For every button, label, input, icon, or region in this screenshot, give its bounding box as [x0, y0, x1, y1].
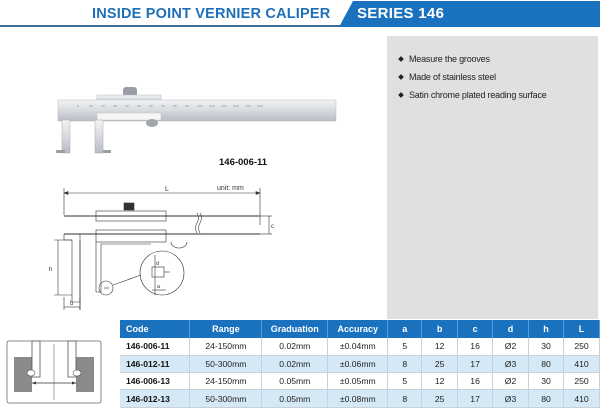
- svg-text:L: L: [165, 186, 169, 193]
- cell-code: 146-006-11: [120, 338, 190, 355]
- svg-text:h: h: [49, 267, 53, 273]
- cell-code: 146-012-13: [120, 390, 190, 407]
- table-row: [120, 338, 600, 355]
- table-header-row: [120, 320, 600, 338]
- svg-text:30: 30: [113, 104, 117, 108]
- cell-h: 30: [529, 338, 564, 355]
- cell-code: 146-006-13: [120, 373, 190, 390]
- svg-text:10: 10: [89, 104, 93, 108]
- feature-text: Made of stainless steel: [409, 72, 496, 82]
- svg-text:130: 130: [233, 104, 239, 108]
- cell-L: 250: [563, 373, 599, 390]
- spec-table: [120, 320, 600, 408]
- col-header-h: h: [529, 320, 564, 338]
- cell-c: 17: [458, 355, 493, 372]
- svg-text:150: 150: [257, 104, 263, 108]
- col-header-graduation: Graduation: [262, 320, 328, 338]
- cell-range: 50-300mm: [190, 355, 262, 372]
- svg-text:20: 20: [101, 104, 105, 108]
- groove-inset-diagram: [6, 340, 102, 404]
- svg-text:c: c: [271, 224, 274, 230]
- cell-b: 25: [422, 355, 458, 372]
- svg-text:120: 120: [221, 104, 227, 108]
- table-row: [120, 390, 600, 407]
- cell-graduation: 0.05mm: [262, 390, 328, 407]
- svg-text:80: 80: [173, 104, 177, 108]
- cell-d: Ø2: [493, 338, 529, 355]
- table-row: [120, 355, 600, 372]
- feature-item: [399, 71, 547, 89]
- cell-b: 12: [422, 373, 458, 390]
- cell-h: 30: [529, 373, 564, 390]
- cell-range: 50-300mm: [190, 390, 262, 407]
- cell-accuracy: ±0.08mm: [328, 390, 388, 407]
- svg-text:100: 100: [197, 104, 203, 108]
- feature-text: Measure the grooves: [409, 54, 490, 64]
- cell-accuracy: ±0.05mm: [328, 373, 388, 390]
- cell-c: 16: [458, 373, 493, 390]
- cell-a: 5: [388, 373, 422, 390]
- feature-item: [399, 53, 547, 71]
- svg-text:0: 0: [77, 104, 79, 108]
- cell-b: 12: [422, 338, 458, 355]
- cell-d: Ø3: [493, 355, 529, 372]
- cell-c: 17: [458, 390, 493, 407]
- cell-a: 8: [388, 355, 422, 372]
- cell-h: 80: [529, 390, 564, 407]
- cell-L: 410: [563, 390, 599, 407]
- svg-text:90: 90: [185, 104, 189, 108]
- feature-item: [399, 89, 547, 107]
- col-header-code: Code: [120, 320, 190, 338]
- cell-range: 24-150mm: [190, 373, 262, 390]
- cell-d: Ø2: [493, 373, 529, 390]
- cell-b: 25: [422, 390, 458, 407]
- svg-text:b: b: [70, 301, 74, 307]
- svg-text:110: 110: [209, 104, 215, 108]
- col-header-b: b: [422, 320, 458, 338]
- cell-c: 16: [458, 338, 493, 355]
- dimension-drawing: [40, 185, 280, 310]
- cell-graduation: 0.02mm: [262, 338, 328, 355]
- feature-list: [399, 53, 547, 107]
- cell-accuracy: ±0.06mm: [328, 355, 388, 372]
- feature-text: Satin chrome plated reading surface: [409, 90, 547, 100]
- page-title: INSIDE POINT VERNIER CALIPER: [92, 6, 331, 22]
- series-label: SERIES 146: [357, 5, 445, 22]
- diamond-bullet-icon: [398, 56, 404, 62]
- svg-text:a: a: [157, 284, 161, 290]
- caliper-photo: [55, 86, 345, 161]
- feature-panel: [387, 36, 598, 319]
- cell-d: Ø3: [493, 390, 529, 407]
- col-header-accuracy: Accuracy: [328, 320, 388, 338]
- photo-caption: 146-006-11: [219, 157, 268, 168]
- svg-text:d: d: [156, 261, 160, 267]
- cell-h: 80: [529, 355, 564, 372]
- unit-label: unit: mm: [217, 185, 244, 192]
- cell-a: 5: [388, 338, 422, 355]
- col-header-L: L: [563, 320, 599, 338]
- col-header-range: Range: [190, 320, 262, 338]
- cell-graduation: 0.05mm: [262, 373, 328, 390]
- cell-graduation: 0.02mm: [262, 355, 328, 372]
- cell-a: 8: [388, 390, 422, 407]
- diamond-bullet-icon: [398, 92, 404, 98]
- diamond-bullet-icon: [398, 74, 404, 80]
- col-header-d: d: [493, 320, 529, 338]
- svg-text:70: 70: [161, 104, 165, 108]
- svg-text:40: 40: [125, 104, 129, 108]
- svg-text:50: 50: [137, 104, 141, 108]
- col-header-a: a: [388, 320, 422, 338]
- svg-text:60: 60: [149, 104, 153, 108]
- cell-range: 24-150mm: [190, 338, 262, 355]
- table-row: [120, 373, 600, 390]
- cell-accuracy: ±0.04mm: [328, 338, 388, 355]
- col-header-c: c: [458, 320, 493, 338]
- cell-L: 410: [563, 355, 599, 372]
- cell-code: 146-012-11: [120, 355, 190, 372]
- svg-text:140: 140: [245, 104, 251, 108]
- cell-L: 250: [563, 338, 599, 355]
